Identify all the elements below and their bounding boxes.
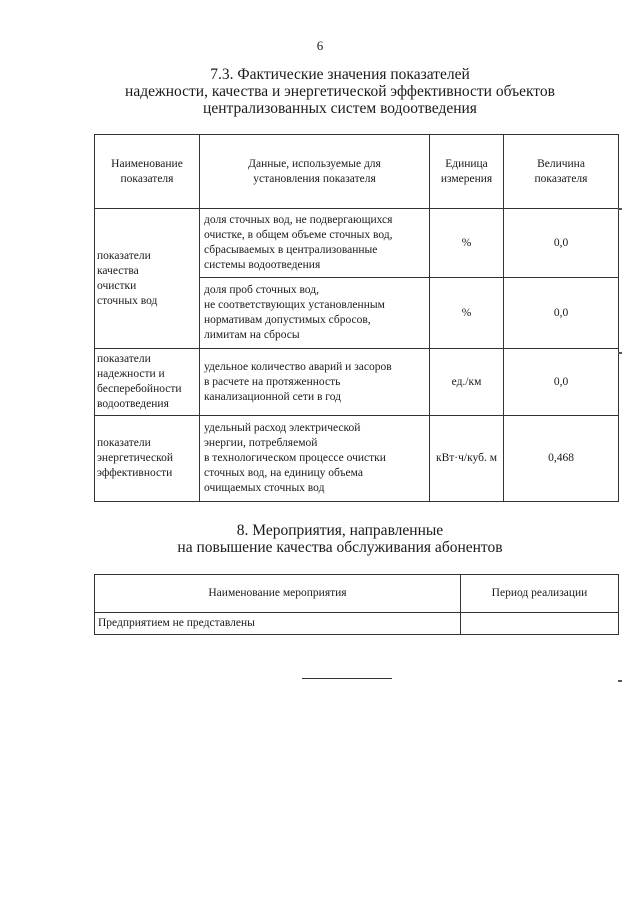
indicator-name-cell: показатели качества очистки сточных вод bbox=[95, 209, 200, 349]
data-cell: доля проб сточных вод, не соответствующих установленным нормативам допустимых сбросов, лимитам на сбросы bbox=[200, 278, 430, 349]
scan-mark bbox=[618, 208, 622, 210]
value-cell: 0,0 bbox=[504, 349, 619, 416]
title-line: надежности, качества и энергетической эффективности объектов bbox=[125, 83, 555, 100]
header-value: Величина показателя bbox=[504, 135, 619, 209]
scan-mark bbox=[618, 680, 622, 682]
table-header-row bbox=[95, 135, 619, 209]
unit-cell: ед./км bbox=[430, 349, 504, 416]
measure-cell: Предприятием не представлены bbox=[95, 613, 461, 635]
title-line: 7.3. Фактические значения показателей bbox=[210, 66, 470, 83]
indicator-name-cell: показатели надежности и бесперебойности водоотведения bbox=[95, 349, 200, 416]
table-row bbox=[95, 416, 619, 502]
title-line: 8. Мероприятия, направленные bbox=[236, 522, 444, 539]
unit-cell: % bbox=[430, 209, 504, 278]
data-cell: удельное количество аварий и засоров в расчете на протяженность канализационной сети в год bbox=[200, 349, 430, 416]
indicator-name-cell: показатели энергетической эффективности bbox=[95, 416, 200, 502]
page-number: 6 bbox=[316, 38, 324, 53]
title-line: централизованных систем водоотведения bbox=[203, 100, 477, 117]
unit-cell: % bbox=[430, 278, 504, 349]
value-cell: 0,468 bbox=[504, 416, 619, 502]
value-cell: 0,0 bbox=[504, 209, 619, 278]
reliability-indicators-table bbox=[94, 134, 619, 502]
header-measure: Наименование мероприятия bbox=[95, 575, 461, 613]
period-cell bbox=[461, 613, 619, 635]
scan-mark bbox=[618, 352, 622, 354]
table-row bbox=[95, 209, 619, 278]
header-period: Период реализации bbox=[461, 575, 619, 613]
table-header-row bbox=[95, 575, 619, 613]
title-line: на повышение качества обслуживания абонентов bbox=[177, 539, 503, 556]
section-8-title bbox=[120, 522, 560, 556]
table-row bbox=[95, 349, 619, 416]
closing-rule bbox=[302, 678, 392, 679]
section-7-3-title bbox=[120, 66, 560, 117]
measures-table bbox=[94, 574, 619, 635]
header-data-used: Данные, используемые для установления показателя bbox=[200, 135, 430, 209]
data-cell: доля сточных вод, не подвергающихся очистке, в общем объеме сточных вод, сбрасываемых в централизованные системы водоотведения bbox=[200, 209, 430, 278]
header-unit: Единица измерения bbox=[430, 135, 504, 209]
header-indicator-name: Наименование показателя bbox=[95, 135, 200, 209]
table-row bbox=[95, 613, 619, 635]
value-cell: 0,0 bbox=[504, 278, 619, 349]
data-cell: удельный расход электрической энергии, потребляемой в технологическом процессе очистки сточных вод, на единицу объема очищаемых сточных вод bbox=[200, 416, 430, 502]
unit-cell: кВт·ч/куб. м bbox=[430, 416, 504, 502]
